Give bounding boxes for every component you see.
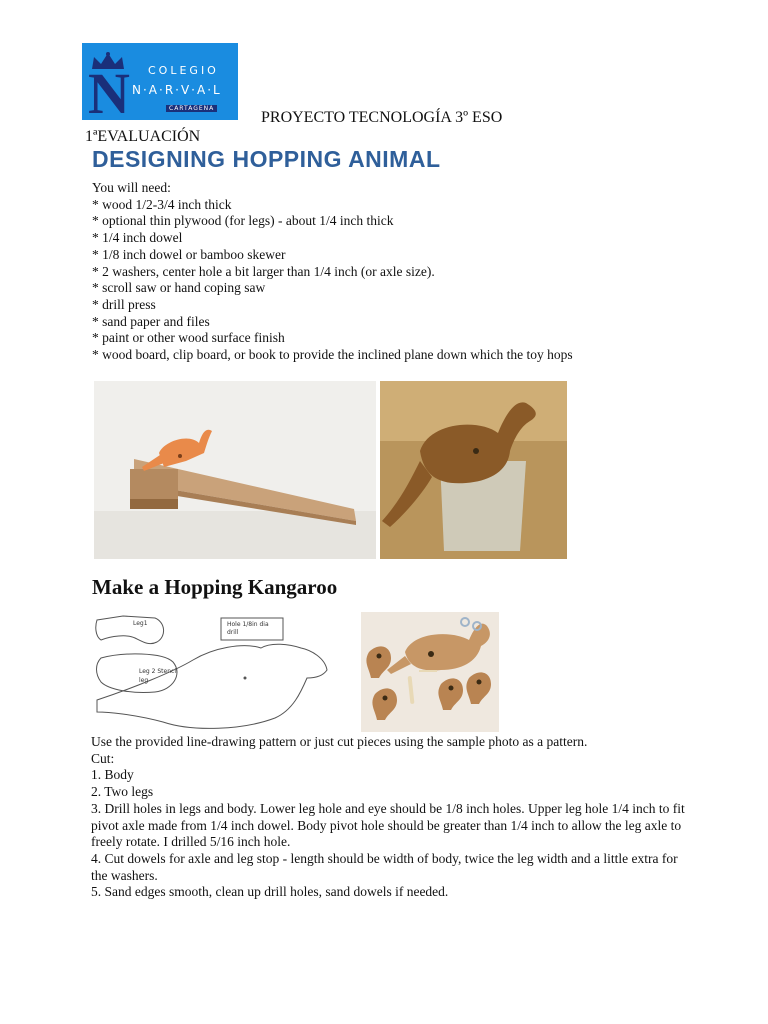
materials-item: * 1/4 inch dowel [92,230,183,246]
materials-item: * 1/8 inch dowel or bamboo skewer [92,246,286,262]
logo-school-word: COLEGIO [148,64,219,77]
materials-item: * wood 1/2-3/4 inch thick [92,196,232,212]
materials-list [92,180,573,364]
logo-brand: N·A·R·V·A·L [132,83,222,97]
materials-item: * paint or other wood surface finish [92,330,285,346]
glass-kangaroo-photo [380,381,567,559]
materials-item: * sand paper and files [92,313,210,329]
logo-initial: N [88,61,130,120]
pattern-leg2-label: Leg 2 Stencil [139,668,178,675]
instruction-item: Cut: [91,750,115,766]
materials-item: * optional thin plywood (for legs) - about 1/4 inch thick [92,213,394,229]
materials-item: * 2 washers, center hole a bit larger than 1/4 inch (or axle size). [92,263,435,279]
logo-city: CARTAGENA [166,105,217,112]
materials-item: * scroll saw or hand coping saw [92,280,266,296]
instruction-item: 2. Two legs [91,784,154,800]
instruction-item: 1. Body [91,767,134,783]
school-logo [82,43,238,120]
kangaroo-pattern-drawing [93,612,336,734]
pattern-leg2b-label: leg [139,677,149,684]
ramp-kangaroo-photo [94,381,376,559]
page-title: DESIGNING HOPPING ANIMAL [92,146,441,172]
section-heading: Make a Hopping Kangaroo [92,575,338,599]
instruction-item: 4. Cut dowels for axle and leg stop - length should be width of body, twice the leg width and a little extra for the washers. [91,850,678,883]
pattern-leg1-label: Leg1 [133,620,148,627]
pattern-box-label: Hole 1/8in dia [227,621,269,628]
instruction-item: 3. Drill holes in legs and body. Lower leg hole and eye should be 1/8 inch holes. Upper leg hole 1/4 inch to fit pivot axle made from 1/4 inch dowel. Body pivot hole should be greater than 1/4 inch to allow the leg axle to freely rotate. I drilled 5/16 inch hole. [91,800,685,850]
instruction-item: 5. Sand edges smooth, clean up drill holes, sand dowels if needed. [91,884,449,900]
materials-item: * wood board, clip board, or book to provide the inclined plane down which the toy hops [92,347,573,363]
instruction-item: Use the provided line-drawing pattern or just cut pieces using the sample photo as a pattern. [91,734,588,749]
project-heading: PROYECTO TECNOLOGÍA 3º ESO [261,109,503,126]
materials-item: You will need: [92,180,171,195]
kangaroo-pieces-photo [361,612,499,732]
instructions-list [91,734,691,901]
term-label: 1ªEVALUACIÓN [85,128,201,145]
pattern-box2-label: drill [227,629,239,636]
materials-item: * drill press [92,296,156,312]
